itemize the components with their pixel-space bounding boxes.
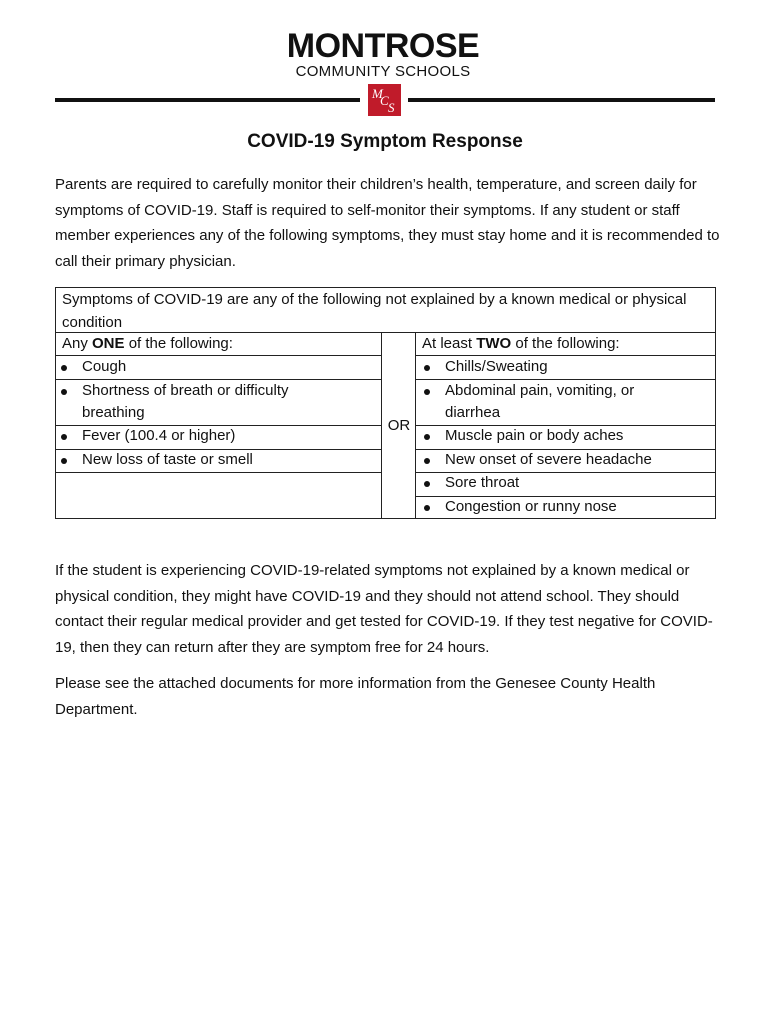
left-symptom-item-continued: breathing [82,404,145,421]
bullet-icon [424,434,430,440]
symptoms-table [55,287,716,519]
right-heading-prefix: At least [422,335,477,352]
right-symptom-item: Muscle pain or body aches [445,427,624,444]
school-subtitle: COMMUNITY SCHOOLS [295,63,471,80]
bullet-icon [61,365,67,371]
seal-letter-m: M [372,86,383,101]
left-symptom-item: Fever (100.4 or higher) [82,427,236,444]
left-heading-suffix: of the following: [124,335,233,352]
bullet-icon [61,389,67,395]
left-heading-prefix: Any [62,335,93,352]
or-separator: OR [387,417,411,434]
right-symptom-item-continued: diarrhea [445,404,501,421]
bullet-icon [424,389,430,395]
bullet-icon [424,365,430,371]
bullet-icon [424,481,430,487]
left-symptom-item: Cough [82,358,127,375]
right-symptom-item: Congestion or runny nose [445,498,617,515]
header-rule-right [408,98,715,102]
left-symptom-item: Shortness of breath or difficulty [82,382,289,399]
left-column-heading [62,333,233,355]
left-symptom-item: New loss of taste or smell [82,451,253,468]
page-title: COVID-19 Symptom Response [247,131,523,152]
left-row-line [56,472,381,473]
seal-letter-c: C [380,93,389,108]
followup-paragraph: If the student is experiencing COVID-19-related symptoms not explained by a known medical or physical condition, they might have COVID-19 and they should not attend school. They should contact their regular medical provider and get tested for COVID-19. If they test negative for COVID-19, then they can return after they are symptom free for 24 hours. [55,562,713,656]
bullet-icon [61,434,67,440]
header-rule-left [55,98,360,102]
right-symptom-item: Abdominal pain, vomiting, or [445,382,635,399]
right-heading-emphasis: TWO [476,335,512,352]
school-seal-logo [368,84,401,116]
right-column-heading [422,333,620,355]
bullet-icon [424,458,430,464]
table-heading: Symptoms of COVID-19 are any of the following not explained by a known medical or physical condition [62,291,687,331]
closing-paragraph: Please see the attached documents for more information from the Genesee County Health Department. [55,675,656,718]
school-name: MONTROSE [286,27,480,65]
right-heading-suffix: of the following: [511,335,620,352]
bullet-icon [61,458,67,464]
right-symptom-item: Sore throat [445,474,520,491]
seal-letter-s: S [388,100,395,115]
right-symptom-item: New onset of severe headache [445,451,652,468]
intro-paragraph: Parents are required to carefully monitor their children’s health, temperature, and screen daily for symptoms of COVID-19. Staff is required to self-monitor their symptoms. If any student or staff member experiences any of the following symptoms, they must stay home and it is recommended to call their primary physician. [55,176,720,270]
right-symptom-item: Chills/Sweating [445,358,548,375]
left-heading-emphasis: ONE [92,335,125,352]
bullet-icon [424,505,430,511]
